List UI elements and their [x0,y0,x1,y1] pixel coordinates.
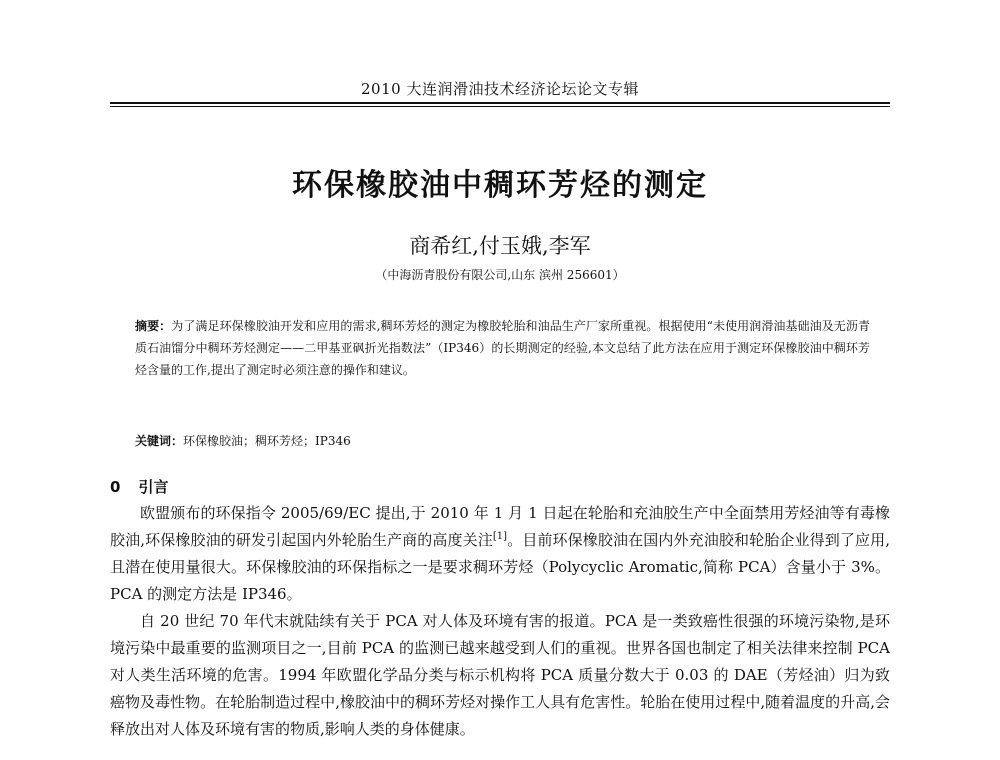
header-rule [110,102,890,104]
keywords-label: 关键词： [135,434,184,448]
keywords [135,432,870,449]
paragraph-1 [110,500,890,608]
section-number: 0 [110,478,121,496]
section-title: 引言 [138,478,169,496]
paragraph-2: 自 20 世纪 70 年代末就陆续有关于 PCA 对人体及环境有害的报道。PCA 是一类致癌性很强的环境污染物,是环境污染中最重要的监测项目之一,目前 PCA 的监测已越来越受到人们的重视。世界各国也制定了相关法律来控制 PCA 对人类生活环境的危害。1994 年欧盟化学品分类与标示机构将 PCA 质量分数大于 0.03 的 DAE（芳烃油）归为致癌物及毒性物。在轮胎制造过程中,橡胶油中的稠环芳烃对操作工人具有危害性。轮胎在使用过程中,随着温度的升高,会释放出对人体及环境有害的物质,影响人类的身体健康。 [110,612,890,738]
affiliation: （中海沥青股份有限公司,山东 滨州 256601） [375,268,625,282]
paragraph-1-part-a: 欧盟颁布的环保指令 2005/69/EC 提出,于 2010 年 1 月 1 日起在轮胎和充油胶生产中全面禁用芳烃油等有毒橡胶油,环保橡胶油的研发引起国内外轮胎生产商的高度关注 [110,504,890,549]
abstract-label: 摘要： [135,319,172,333]
abstract [135,315,870,381]
body-text [110,500,890,743]
paragraph-1-part-b: 。目前环保橡胶油在国内外充油胶和轮胎企业得到了应用,且潜在使用量很大。环保橡胶油的环保指标之一是要求稠环芳烃（Polycyclic Aromatic,简称 PCA）含量小于 3%。PCA 的测定方法是 IP346。 [110,531,890,603]
running-header: 2010 大连润滑油技术经济论坛论文专辑 [361,80,639,98]
citation-ref[interactable]: [1] [492,531,508,542]
keywords-text: 环保橡胶油；稠环芳烃；IP346 [183,434,351,448]
paper-title: 环保橡胶油中稠环芳烃的测定 [292,168,708,203]
section-heading [110,476,168,497]
authors: 商希红,付玉娥,李军 [409,234,591,258]
abstract-text: 为了满足环保橡胶油开发和应用的需求,稠环芳烃的测定为橡胶轮胎和油品生产厂家所重视。根据使用“未使用润滑油基础油及无沥青质石油馏分中稠环芳烃测定——二甲基亚砜折光指数法”（IP346）的长期测定的经验,本文总结了此方法在应用于测定环保橡胶油中稠环芳烃含量的工作,提出了测定时必须注意的操作和建议。 [135,319,870,377]
header-rule-thin [110,106,890,107]
